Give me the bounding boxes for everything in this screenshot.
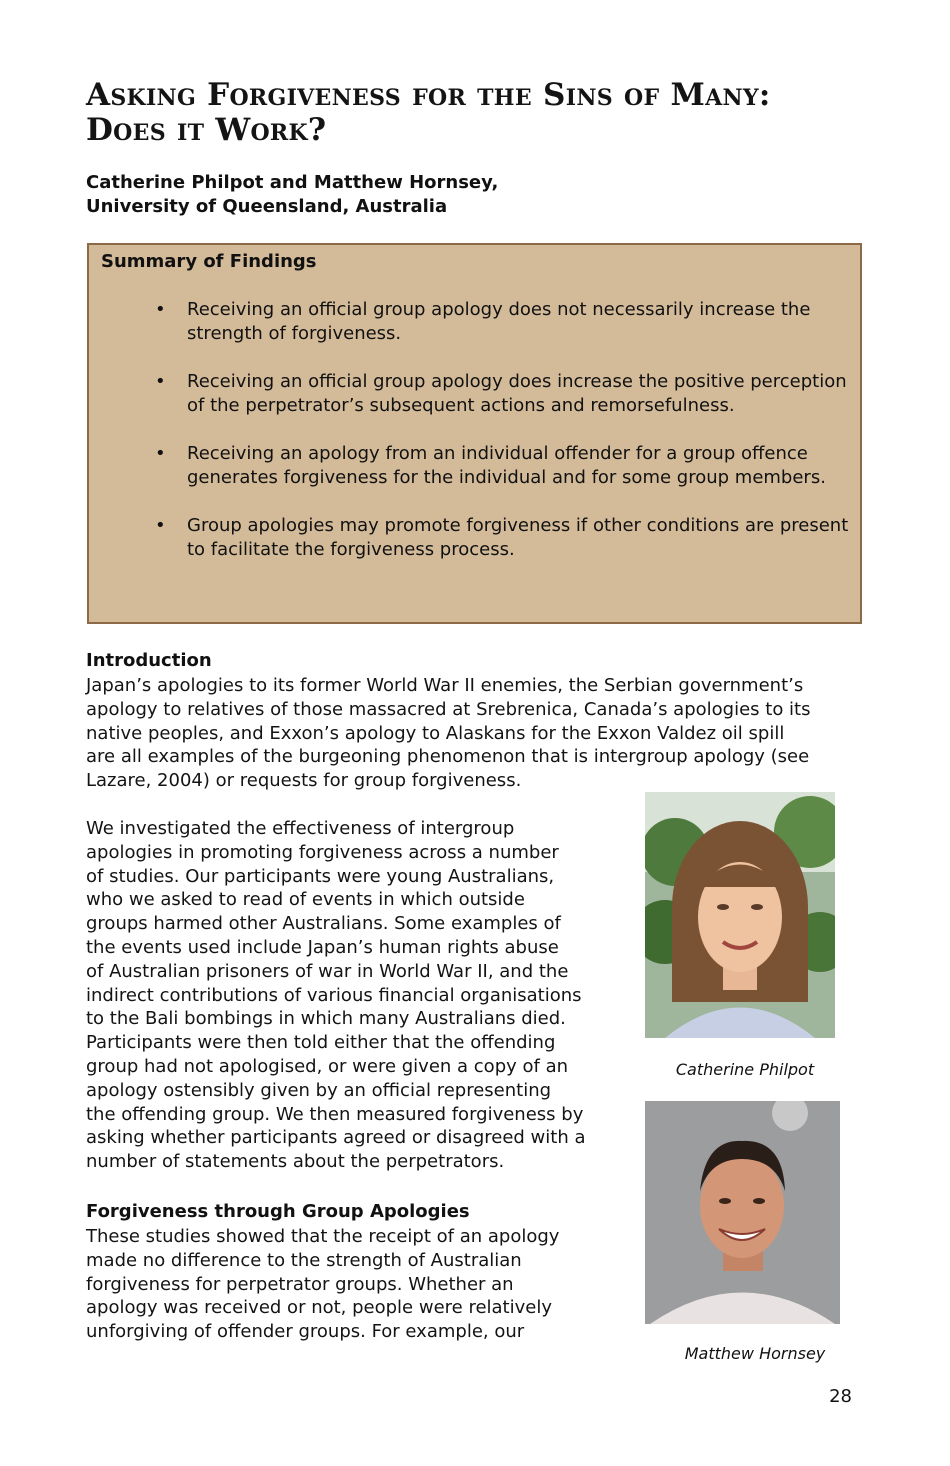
text-line: indirect contributions of various financial organisations xyxy=(86,984,582,1006)
findings-list xyxy=(89,298,860,586)
text-line: who we asked to read of events in which outside xyxy=(86,889,525,911)
text-line: number of statements about the perpetrators. xyxy=(86,1151,505,1173)
author-byline xyxy=(86,171,498,219)
title-line-2: Does it Work? xyxy=(86,112,327,148)
text-line: forgiveness for perpetrator groups. Whether an xyxy=(86,1273,514,1295)
summary-box xyxy=(87,243,862,624)
introduction-paragraph xyxy=(86,674,876,793)
finding-item xyxy=(89,514,860,562)
text-line: We investigated the effectiveness of intergroup xyxy=(86,818,515,839)
group-apologies-paragraph xyxy=(86,1225,631,1344)
text-line: of studies. Our participants were young Australians, xyxy=(86,865,555,887)
introduction-heading: Introduction xyxy=(86,650,212,671)
caption-catherine-philpot: Catherine Philpot xyxy=(675,1060,815,1079)
finding-item xyxy=(89,370,860,418)
text-line: of Australian prisoners of war in World War II, and the xyxy=(86,960,569,982)
finding-text: Receiving an apology from an individual offender for a group offence generates forgiveness for the individual and for some group members. xyxy=(187,443,826,488)
text-line: apologies in promoting forgiveness across a number xyxy=(86,841,559,863)
portrait-image-man xyxy=(645,1101,840,1324)
title-line-1: Asking Forgiveness for the Sins of Many: xyxy=(86,77,771,113)
bullet-icon: • xyxy=(155,443,166,464)
text-line: the events used include Japan’s human rights abuse xyxy=(86,936,559,958)
text-line: apology ostensibly given by an official representing xyxy=(86,1079,552,1101)
photo-catherine-philpot xyxy=(645,792,835,1038)
finding-item xyxy=(89,442,860,490)
text-line: Japan’s apologies to its former World War II enemies, the Serbian government’s xyxy=(86,675,804,696)
article-title xyxy=(86,78,886,148)
text-line: groups harmed other Australians. Some examples of xyxy=(86,913,561,935)
finding-text: Receiving an official group apology does increase the positive perception of the perpetrator’s subsequent actions and remorsefulness. xyxy=(187,371,847,416)
photo-matthew-hornsey xyxy=(645,1101,840,1324)
author-affiliation: University of Queensland, Australia xyxy=(86,196,448,217)
text-line: the offending group. We then measured forgiveness by xyxy=(86,1103,584,1125)
text-line: These studies showed that the receipt of an apology xyxy=(86,1226,560,1247)
page-number: 28 xyxy=(829,1386,852,1407)
investigation-paragraph xyxy=(86,817,631,1174)
summary-title: Summary of Findings xyxy=(101,251,317,272)
bullet-icon: • xyxy=(155,515,166,536)
text-line: native peoples, and Exxon’s apology to Alaskans for the Exxon Valdez oil spill xyxy=(86,722,785,744)
text-line: Participants were then told either that the offending xyxy=(86,1032,556,1054)
text-line: Lazare, 2004) or requests for group forgiveness. xyxy=(86,770,522,792)
bullet-icon: • xyxy=(155,371,166,392)
text-line: made no difference to the strength of Australian xyxy=(86,1249,522,1271)
finding-text: Receiving an official group apology does not necessarily increase the strength of forgiveness. xyxy=(187,299,811,344)
text-line: are all examples of the burgeoning phenomenon that is intergroup apology (see xyxy=(86,746,810,768)
text-line: asking whether participants agreed or disagreed with a xyxy=(86,1127,586,1149)
text-line: apology to relatives of those massacred at Srebrenica, Canada’s apologies to its xyxy=(86,698,811,720)
author-names: Catherine Philpot and Matthew Hornsey, xyxy=(86,172,499,193)
text-line: group had not apologised, or were given a copy of an xyxy=(86,1055,569,1077)
text-line: unforgiving of offender groups. For example, our xyxy=(86,1321,525,1343)
portrait-image-woman xyxy=(645,792,835,1038)
finding-text: Group apologies may promote forgiveness if other conditions are present to facilitate the forgiveness process. xyxy=(187,515,849,560)
text-line: to the Bali bombings in which many Australians died. xyxy=(86,1008,566,1030)
text-line: apology was received or not, people were relatively xyxy=(86,1297,552,1319)
caption-matthew-hornsey: Matthew Hornsey xyxy=(684,1344,826,1363)
group-apologies-heading: Forgiveness through Group Apologies xyxy=(86,1201,470,1222)
bullet-icon: • xyxy=(155,299,166,320)
finding-item xyxy=(89,298,860,346)
